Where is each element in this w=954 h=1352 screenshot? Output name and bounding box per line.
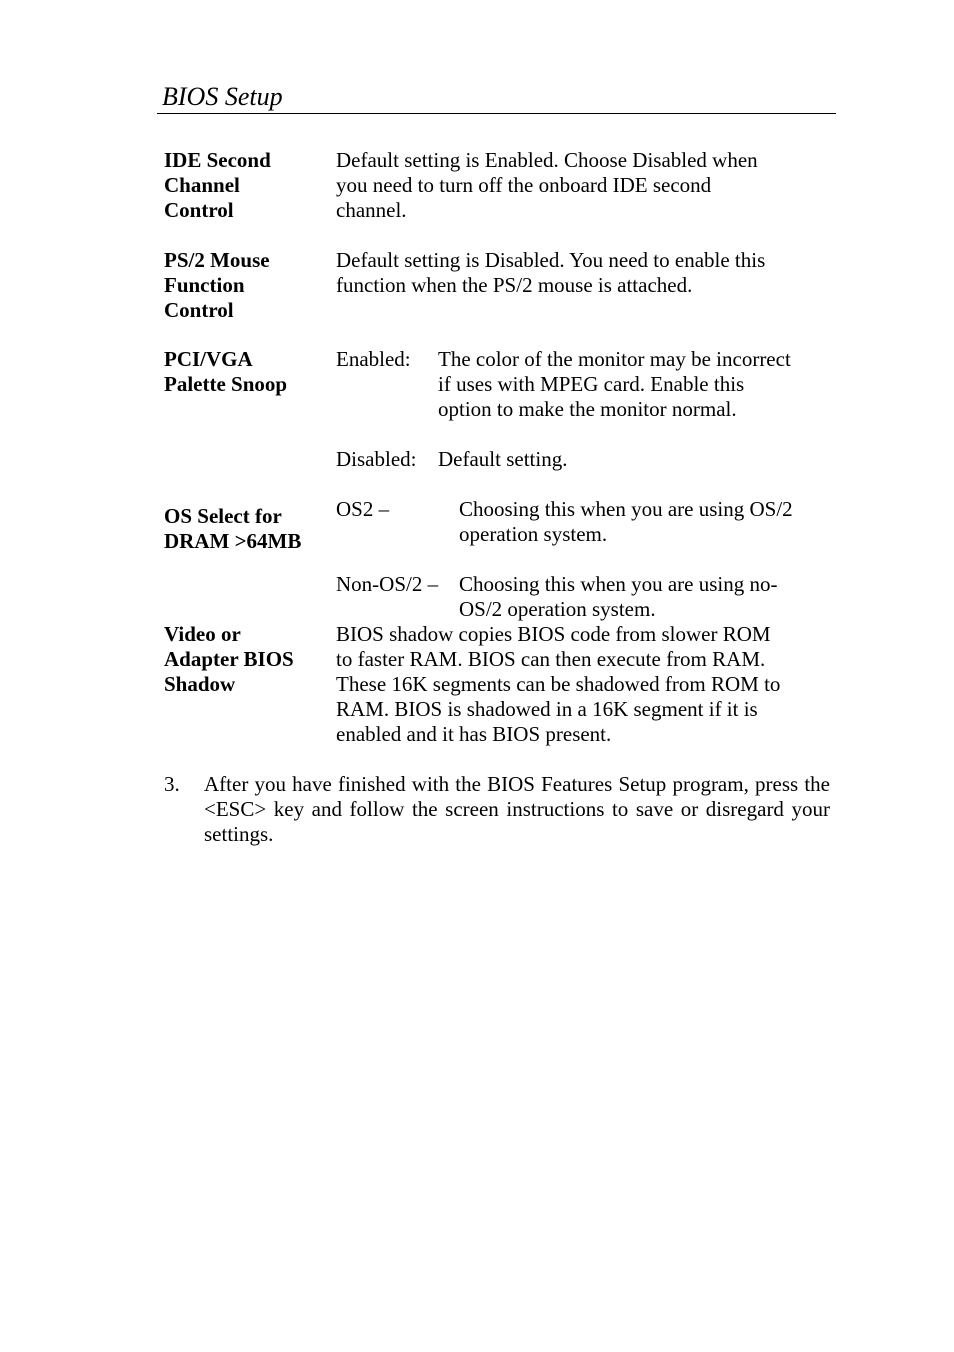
- option-line: option to make the monitor normal.: [438, 397, 737, 421]
- term-line: IDE Second: [164, 148, 271, 172]
- desc-line: function when the PS/2 mouse is attached.: [336, 273, 693, 297]
- term-line: Control: [164, 198, 234, 222]
- term-line: Control: [164, 298, 234, 322]
- option-text-disabled: [438, 447, 567, 472]
- term-line: OS Select for: [164, 504, 282, 528]
- term-line: Video or: [164, 622, 241, 646]
- option-line: operation system.: [459, 522, 608, 546]
- term-ide-second-channel-control: [164, 148, 329, 223]
- step-number: 3.: [164, 772, 180, 796]
- option-text-enabled: [438, 347, 791, 422]
- term-os-select-for-dram: [164, 504, 329, 554]
- term-line: DRAM >64MB: [164, 529, 302, 553]
- term-line: Shadow: [164, 672, 236, 696]
- desc-line: to faster RAM. BIOS can then execute from RAM.: [336, 647, 766, 671]
- header-rule: [157, 113, 836, 114]
- option-label-non-os2: Non-OS/2 –: [336, 572, 439, 596]
- desc-ps2-mouse-function-control: [336, 248, 826, 298]
- option-line: The color of the monitor may be incorrect: [438, 347, 791, 371]
- term-line: Palette Snoop: [164, 372, 288, 396]
- term-ps2-mouse-function-control: [164, 248, 329, 323]
- option-label-os2: OS2 –: [336, 497, 390, 521]
- desc-line: you need to turn off the onboard IDE second: [336, 173, 712, 197]
- desc-line: These 16K segments can be shadowed from ROM to: [336, 672, 781, 696]
- term-pci-vga-palette-snoop: [164, 347, 329, 397]
- option-label-disabled: Disabled:: [336, 447, 417, 471]
- term-line: PS/2 Mouse: [164, 248, 270, 272]
- term-line: Function: [164, 273, 245, 297]
- desc-line: channel.: [336, 198, 407, 222]
- term-line: Channel: [164, 173, 240, 197]
- desc-line: RAM. BIOS is shadowed in a 16K segment if it is: [336, 697, 758, 721]
- desc-video-adapter-bios-shadow: [336, 622, 826, 747]
- option-text-os2: [459, 497, 793, 547]
- option-line: Choosing this when you are using OS/2: [459, 497, 793, 521]
- option-line: Choosing this when you are using no-: [459, 572, 778, 596]
- option-line: if uses with MPEG card. Enable this: [438, 372, 745, 396]
- option-line: OS/2 operation system.: [459, 597, 656, 621]
- page-header-title: BIOS Setup: [162, 82, 283, 111]
- desc-line: Default setting is Disabled. You need to enable this: [336, 248, 766, 272]
- desc-ide-second-channel-control: [336, 148, 826, 223]
- option-line: Default setting.: [438, 447, 568, 471]
- desc-line: enabled and it has BIOS present.: [336, 722, 612, 746]
- term-line: PCI/VGA: [164, 347, 253, 371]
- term-video-adapter-bios-shadow: [164, 622, 329, 697]
- desc-line: Default setting is Enabled. Choose Disabled when: [336, 148, 758, 172]
- option-label-enabled: Enabled:: [336, 347, 411, 371]
- desc-line: BIOS shadow copies BIOS code from slower ROM: [336, 622, 771, 646]
- term-line: Adapter BIOS: [164, 647, 294, 671]
- option-text-non-os2: [459, 572, 777, 622]
- step-text: After you have finished with the BIOS Features Setup program, press the <ESC> key and follow the screen instructions to save or disregard your settings.: [204, 772, 830, 846]
